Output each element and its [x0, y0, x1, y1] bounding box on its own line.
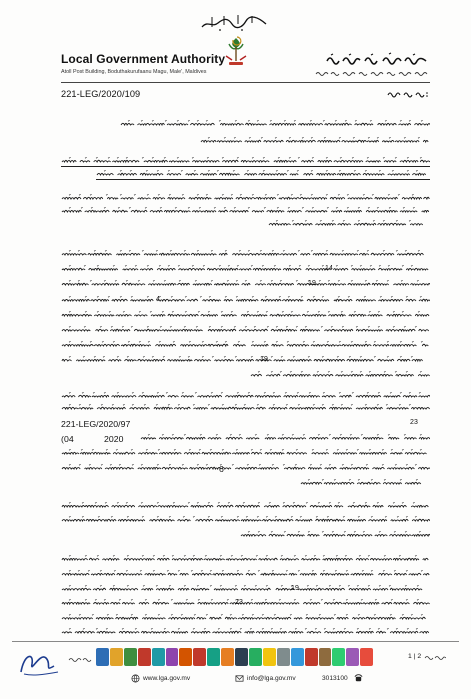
service-icon: [305, 648, 318, 666]
signature-icon: [18, 648, 62, 678]
service-icon: [291, 648, 304, 666]
service-icon: [263, 648, 276, 666]
service-icons-strip: [96, 648, 373, 666]
inline-number: 23: [410, 419, 418, 426]
service-icon: [193, 648, 206, 666]
subject-underline: [61, 166, 430, 167]
service-icon: [124, 648, 137, 666]
text-line: [61, 280, 430, 288]
mail-icon: [235, 674, 244, 683]
service-icon: [110, 648, 123, 666]
inline-count-4: 4: [156, 296, 160, 303]
inline-open-paren: (04: [61, 434, 74, 444]
state-emblem-icon: [224, 34, 248, 68]
service-icon: [221, 648, 234, 666]
text-line: [61, 585, 430, 593]
text-line: [300, 479, 430, 487]
text-line: [61, 194, 430, 202]
text-line: [61, 614, 430, 622]
inline-count-19c: 19: [291, 585, 299, 592]
text-line: [268, 220, 430, 228]
page-label-dhivehi: [424, 654, 446, 660]
text-line: [61, 341, 430, 349]
text-line: [61, 392, 430, 400]
text-line: [61, 464, 430, 472]
phone-icon: [354, 674, 363, 683]
service-icon: [360, 648, 373, 666]
text-line: [96, 170, 430, 178]
service-icon: [152, 648, 165, 666]
text-line: [61, 265, 430, 273]
text-line: [61, 516, 430, 524]
text-line: [61, 311, 430, 319]
text-line: [61, 326, 430, 334]
text-line: [200, 137, 430, 145]
organization-name: Local Government Authority: [61, 52, 226, 66]
inline-count-19a: 19: [308, 280, 316, 287]
organization-name-dhivehi: [325, 52, 430, 66]
service-icon: [207, 648, 220, 666]
reference-label-dhivehi: [386, 89, 430, 99]
text-line: [61, 570, 430, 578]
organization-address-dhivehi: [315, 69, 430, 77]
text-line: [61, 296, 430, 304]
text-line: [250, 371, 430, 379]
phone-number: 3013100: [322, 675, 348, 682]
inline-count-23: 23: [235, 599, 243, 606]
service-icon: [346, 648, 359, 666]
page-number: 1 | 2: [408, 653, 422, 660]
service-icon: [319, 648, 332, 666]
text-line: [61, 628, 430, 636]
text-line: [61, 502, 430, 510]
inline-count-14: 14: [325, 265, 333, 272]
text-line: [61, 404, 430, 412]
text-line: [61, 250, 430, 258]
service-icon: [277, 648, 290, 666]
website-link[interactable]: www.lga.gov.mv: [143, 675, 191, 682]
text-line: [61, 449, 430, 457]
text-line: [61, 599, 430, 607]
text-line: [140, 434, 430, 442]
service-icon: [235, 648, 248, 666]
bismillah-calligraphy: [198, 12, 270, 34]
service-icon: [249, 648, 262, 666]
inline-count-19b: 19: [260, 356, 268, 363]
footer-divider: [12, 641, 459, 642]
service-icon: [138, 648, 151, 666]
text-line: [61, 555, 430, 563]
service-icon: [166, 648, 179, 666]
service-icon: [179, 648, 192, 666]
text-line: [61, 207, 430, 215]
inline-day: 6: [219, 464, 224, 474]
subject-underline: [96, 179, 430, 180]
text-line: [120, 120, 430, 128]
service-icon: [96, 648, 109, 666]
inline-year: 2020: [104, 434, 124, 444]
inline-reference: 221-LEG/2020/97: [61, 419, 131, 429]
text-line: [61, 356, 430, 364]
header-divider: [61, 82, 430, 83]
organization-address: Atoll Post Building, Boduthakurufaanu Magu, Male', Maldives: [61, 69, 207, 75]
text-line: [240, 531, 430, 539]
globe-icon: [131, 674, 140, 683]
reference-number: 221-LEG/2020/109: [61, 89, 141, 99]
text-line: [61, 157, 430, 165]
signature-label-dhivehi: [68, 656, 92, 662]
email-link[interactable]: info@lga.gov.mv: [247, 675, 296, 682]
service-icon: [332, 648, 345, 666]
